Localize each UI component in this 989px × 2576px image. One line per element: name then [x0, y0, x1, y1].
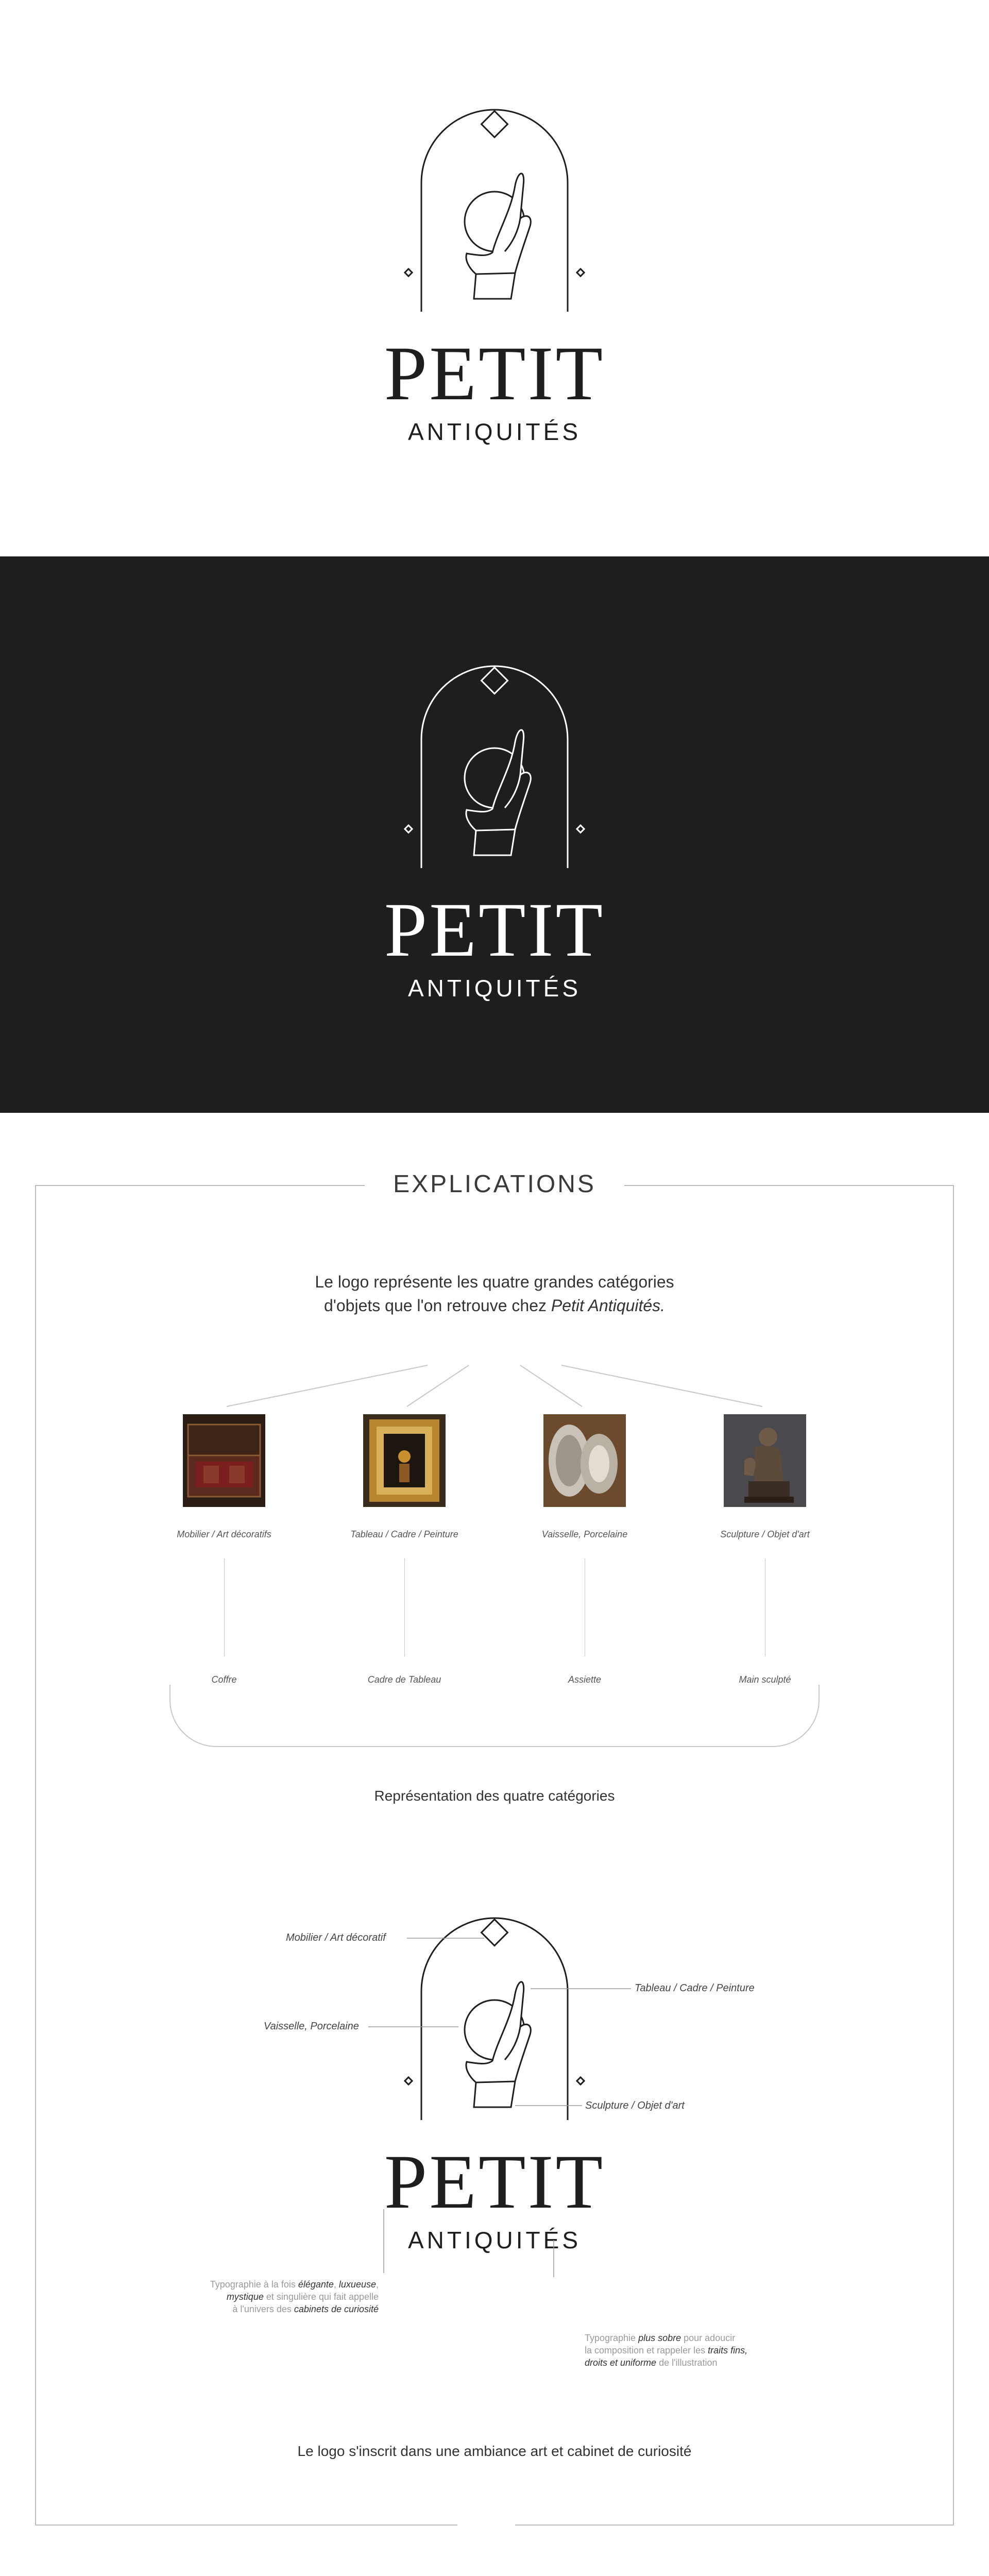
- note-right-line-1: [585, 2332, 822, 2344]
- category-label-3: Vaisselle, Porcelaine: [541, 1529, 628, 1539]
- silver-tableware-photo: [543, 1414, 626, 1507]
- explications-title: EXPLICATIONS: [393, 1171, 596, 1198]
- category-label-4: Sculpture / Objet d'art: [720, 1529, 810, 1539]
- frame-bottom-right: [515, 2524, 954, 2526]
- intro-brand: Petit Antiquités.: [551, 1296, 666, 1315]
- logo-title: PETIT: [384, 2139, 605, 2225]
- bronze-sculpture-photo: [724, 1414, 806, 1507]
- category-item-3: Assiette: [568, 1674, 602, 1685]
- category-bracket: [155, 1680, 834, 1762]
- note-right-l1-b: plus sobre: [638, 2333, 681, 2343]
- category-line-2: [404, 1558, 405, 1656]
- logo-subtitle: ANTIQUITÉS: [407, 2227, 582, 2253]
- note-left-l1-d: luxueuse: [338, 2279, 376, 2290]
- representation-caption: Représentation des quatre catégories: [374, 1788, 615, 1804]
- ambiance-caption: Le logo s'inscrit dans une ambiance art et cabinet de curiosité: [297, 2443, 692, 2459]
- category-connectors: [0, 1350, 989, 1484]
- intro-line-1: Le logo représente les quatre grandes catégories: [315, 1273, 674, 1291]
- category-label-1: Mobilier / Art décoratifs: [177, 1529, 271, 1539]
- note-right-l1-a: Typographie: [585, 2333, 639, 2343]
- category-item-2: Cadre de Tableau: [367, 1674, 441, 1685]
- intro-line-2-prefix: d'objets que l'on retrouve chez: [323, 1296, 547, 1315]
- hand-holding-sphere-arch-icon: [366, 108, 623, 314]
- logo-dark: [366, 665, 623, 1015]
- annotation-vaisselle: Vaisselle, Porcelaine: [264, 2021, 359, 2032]
- annotation-tableau: Tableau / Cadre / Peinture: [635, 1982, 755, 1994]
- category-line-1: [224, 1558, 225, 1656]
- logo-light: [366, 108, 623, 459]
- logo-subtitle: ANTIQUITÉS: [407, 975, 582, 1002]
- note-right-line-3: [585, 2357, 822, 2369]
- note-left: [144, 2278, 379, 2315]
- note-right-line-2: [585, 2344, 822, 2357]
- annotation-sculpture: Sculpture / Objet d'art: [585, 2100, 685, 2111]
- note-right-l3-b: de l'illustration: [656, 2358, 718, 2368]
- intro-line-2: [0, 1294, 989, 1317]
- note-left-l1-a: Typographie à la fois: [210, 2279, 298, 2290]
- note-left-l1-c: ,: [333, 2279, 339, 2290]
- note-left-l1-b: élégante: [298, 2279, 334, 2290]
- logo-section-dark: [0, 556, 989, 1113]
- note-left-l2-b: et singulière qui fait appelle: [263, 2292, 379, 2302]
- logo-title: PETIT: [384, 887, 605, 973]
- note-right: [585, 2332, 822, 2369]
- note-right-l2-a: la composition et rappeler les: [585, 2345, 708, 2355]
- hand-holding-sphere-arch-icon: [366, 665, 623, 871]
- note-right-l2-b: traits fins,: [708, 2345, 748, 2355]
- intro-text: [0, 1270, 989, 1317]
- category-label-2: Tableau / Cadre / Peinture: [350, 1529, 458, 1539]
- note-left-l2-a: mystique: [226, 2292, 264, 2302]
- annotation-leaders: [0, 1886, 989, 2298]
- logo-title: PETIT: [384, 331, 605, 416]
- logo-subtitle: ANTIQUITÉS: [407, 418, 582, 445]
- logo-section-light: [0, 0, 989, 556]
- note-left-l1-e: ,: [376, 2279, 379, 2290]
- category-item-1: Coffre: [211, 1674, 237, 1685]
- note-left-line-1: [144, 2278, 379, 2291]
- note-right-l3-a: droits et uniforme: [585, 2358, 657, 2368]
- note-right-l1-c: pour adoucir: [681, 2333, 736, 2343]
- category-item-4: Main sculpté: [739, 1674, 791, 1685]
- frame-bottom-left: [35, 2524, 457, 2526]
- note-left-l3-a: à l'univers des: [232, 2304, 294, 2314]
- note-left-line-2: [144, 2291, 379, 2303]
- annotation-mobilier: Mobilier / Art décoratif: [286, 1932, 386, 1943]
- explications-section: [0, 1113, 989, 2576]
- gilded-frame-photo: [363, 1414, 446, 1507]
- wooden-chest-photo: [183, 1414, 265, 1507]
- note-left-l3-b: cabinets de curiosité: [294, 2304, 379, 2314]
- note-left-line-3: [144, 2303, 379, 2315]
